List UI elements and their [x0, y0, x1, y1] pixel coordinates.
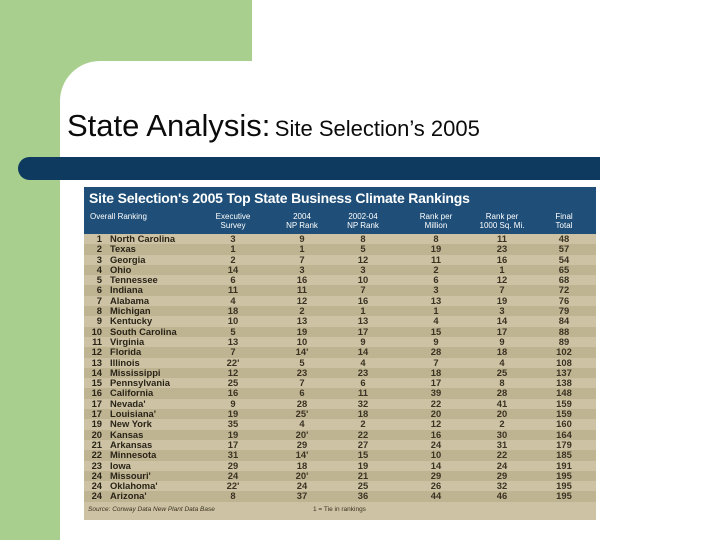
cell-2004-np-rank: 29: [296, 438, 308, 450]
cell-final-total: 159: [556, 408, 572, 420]
cell-rank-per-million: 39: [430, 387, 442, 399]
header-exec-text: Executive Survey: [215, 212, 251, 230]
cell-state: Alabama: [110, 294, 150, 306]
cell-rank: 14: [91, 366, 102, 378]
cell-rank: 19: [91, 418, 102, 430]
cell-2002-04-np-rank: 15: [357, 449, 369, 461]
cell-rank: 23: [91, 459, 102, 471]
table-row: [84, 388, 596, 398]
cell-state: California: [110, 387, 154, 399]
cell-rank-per-million: 8: [433, 233, 439, 244]
cell-rank-per-million: 20: [430, 408, 442, 420]
cell-state: Arkansas: [110, 438, 153, 450]
slide-title-sub: Site Selection’s 2005: [274, 116, 480, 141]
cell-final-total: 138: [556, 377, 572, 389]
cell-state: Louisiana': [110, 408, 156, 420]
cell-2002-04-np-rank: 12: [357, 253, 369, 265]
cell-state: Ohio: [110, 263, 132, 275]
table-row: [84, 399, 596, 409]
cell-executive-survey: 19: [227, 428, 239, 440]
cell-2004-np-rank: 24: [296, 480, 308, 492]
cell-rank-per-sqmi: 28: [496, 387, 508, 399]
table-row: [84, 450, 596, 460]
cell-2004-np-rank: 20': [295, 469, 309, 481]
cell-executive-survey: 16: [227, 387, 239, 399]
cell-rank-per-sqmi: 11: [497, 233, 507, 244]
table-body: [84, 234, 596, 502]
cell-executive-survey: 17: [227, 438, 239, 450]
cell-rank-per-sqmi: 19: [496, 294, 508, 306]
cell-final-total: 54: [558, 253, 570, 265]
cell-rank: 6: [96, 284, 102, 296]
table-row: [84, 347, 596, 357]
cell-rank: 1: [96, 233, 102, 244]
cell-final-total: 65: [558, 263, 570, 275]
header-overall-ranking: Overall Ranking: [90, 212, 147, 221]
header-np0204-text: 2002-04 NP Rank: [347, 212, 379, 230]
cell-rank-per-sqmi: 29: [496, 469, 508, 481]
cell-2004-np-rank: 14': [295, 449, 309, 461]
cell-rank: 12: [91, 346, 102, 358]
header-sq-text: Rank per 1000 Sq. Mi.: [479, 212, 525, 230]
cell-2004-np-rank: 11: [297, 284, 307, 296]
cell-rank-per-million: 12: [430, 418, 442, 430]
table-row: [84, 275, 596, 285]
cell-state: Mississippi: [110, 366, 161, 378]
cell-rank: 13: [91, 356, 102, 368]
table-row: [84, 430, 596, 440]
cell-executive-survey: 9: [230, 397, 236, 409]
cell-final-total: 160: [556, 418, 572, 430]
cell-2004-np-rank: 4: [299, 418, 305, 430]
cell-rank: 24: [91, 480, 102, 492]
cell-rank-per-million: 26: [430, 480, 442, 492]
cell-rank-per-sqmi: 25: [496, 366, 508, 378]
table-row: [84, 306, 596, 316]
cell-executive-survey: 4: [230, 294, 236, 306]
cell-executive-survey: 19: [227, 408, 239, 420]
cell-rank: 10: [91, 325, 102, 337]
cell-state: Iowa: [110, 459, 131, 471]
cell-rank-per-sqmi: 17: [496, 325, 508, 337]
cell-executive-survey: 2: [230, 253, 236, 265]
cell-2004-np-rank: 16: [296, 274, 308, 286]
cell-final-total: 88: [558, 325, 570, 337]
table-row: [84, 244, 596, 254]
header-final-total: [542, 212, 586, 230]
cell-state: Georgia: [110, 253, 146, 265]
cell-rank-per-million: 22: [430, 397, 442, 409]
cell-executive-survey: 7: [230, 346, 236, 358]
cell-final-total: 195: [556, 480, 572, 492]
cell-executive-survey: 14: [227, 263, 239, 275]
cell-executive-survey: 10: [227, 315, 239, 327]
cell-executive-survey: 1: [230, 243, 236, 255]
table-row: [84, 461, 596, 471]
cell-rank-per-sqmi: 41: [496, 397, 508, 409]
table-row: [84, 440, 596, 450]
cell-final-total: 195: [556, 490, 572, 502]
cell-final-total: 72: [558, 284, 570, 296]
title-divider-bar: [18, 157, 600, 180]
cell-2002-04-np-rank: 10: [357, 274, 369, 286]
cell-rank-per-sqmi: 30: [496, 428, 508, 440]
cell-rank-per-million: 10: [430, 449, 442, 461]
cell-final-total: 102: [556, 346, 572, 358]
header-rank-per-million: [410, 212, 462, 230]
cell-state: Virginia: [110, 335, 145, 347]
cell-final-total: 57: [558, 243, 570, 255]
cell-executive-survey: 3: [230, 233, 236, 244]
table-row: [84, 296, 596, 306]
cell-state: New York: [110, 418, 152, 430]
cell-final-total: 148: [556, 387, 572, 399]
cell-rank-per-sqmi: 9: [499, 335, 505, 347]
cell-rank-per-million: 15: [430, 325, 442, 337]
cell-executive-survey: 25: [227, 377, 239, 389]
cell-2002-04-np-rank: 21: [357, 469, 369, 481]
cell-2004-np-rank: 7: [299, 253, 305, 265]
table-row: [84, 419, 596, 429]
cell-2002-04-np-rank: 8: [360, 233, 366, 244]
cell-rank-per-million: 44: [430, 490, 442, 502]
cell-state: Oklahoma': [110, 480, 158, 492]
cell-state: Nevada': [110, 397, 146, 409]
cell-rank-per-million: 1: [433, 305, 439, 317]
cell-2002-04-np-rank: 27: [357, 438, 369, 450]
cell-2002-04-np-rank: 25: [357, 480, 369, 492]
cell-2002-04-np-rank: 11: [358, 387, 368, 399]
table-row: [84, 481, 596, 491]
cell-executive-survey: 8: [230, 490, 236, 502]
cell-2002-04-np-rank: 23: [357, 366, 369, 378]
cell-final-total: 79: [558, 305, 570, 317]
cell-rank: 15: [91, 377, 102, 389]
cell-final-total: 137: [556, 366, 572, 378]
cell-2004-np-rank: 13: [296, 315, 308, 327]
cell-executive-survey: 6: [230, 274, 236, 286]
cell-2004-np-rank: 7: [299, 377, 305, 389]
cell-final-total: 195: [556, 469, 572, 481]
cell-state: Illinois: [110, 356, 140, 368]
cell-executive-survey: 29: [227, 459, 239, 471]
table-row: [84, 327, 596, 337]
cell-rank-per-sqmi: 24: [496, 459, 508, 471]
cell-rank: 9: [96, 315, 102, 327]
cell-rank: 2: [96, 243, 102, 255]
cell-executive-survey: 11: [228, 284, 238, 296]
cell-2002-04-np-rank: 6: [360, 377, 366, 389]
cell-2002-04-np-rank: 22: [357, 428, 369, 440]
cell-2004-np-rank: 14': [295, 346, 309, 358]
cell-rank-per-million: 3: [433, 284, 439, 296]
cell-2002-04-np-rank: 1: [360, 305, 366, 317]
cell-2004-np-rank: 19: [296, 325, 308, 337]
cell-2004-np-rank: 6: [299, 387, 305, 399]
cell-final-total: 108: [556, 356, 572, 368]
cell-rank-per-million: 2: [433, 263, 439, 275]
cell-rank: 17: [91, 408, 102, 420]
cell-state: Tennessee: [110, 274, 158, 286]
cell-rank-per-million: 18: [430, 366, 442, 378]
table-header: [84, 187, 596, 234]
table-row: [84, 234, 596, 244]
cell-rank-per-sqmi: 14: [496, 315, 508, 327]
cell-2002-04-np-rank: 19: [357, 459, 369, 471]
cell-rank: 3: [96, 253, 102, 265]
cell-state: Pennsylvania: [110, 377, 170, 389]
cell-2002-04-np-rank: 18: [357, 408, 369, 420]
cell-2004-np-rank: 1: [299, 243, 305, 255]
table-title: Site Selection's 2005 Top State Business Climate Rankings: [89, 190, 470, 206]
cell-rank-per-million: 24: [430, 438, 442, 450]
cell-2004-np-rank: 28: [296, 397, 308, 409]
cell-executive-survey: 12: [227, 366, 239, 378]
cell-rank-per-million: 17: [430, 377, 442, 389]
cell-rank-per-sqmi: 8: [499, 377, 505, 389]
cell-state: Minnesota: [110, 449, 157, 461]
cell-rank-per-million: 7: [433, 356, 439, 368]
cell-2002-04-np-rank: 3: [360, 263, 366, 275]
cell-2002-04-np-rank: 14: [357, 346, 369, 358]
cell-rank-per-million: 11: [431, 253, 441, 265]
cell-final-total: 159: [556, 397, 572, 409]
cell-state: Indiana: [110, 284, 143, 296]
cell-state: Arizona': [110, 490, 147, 502]
cell-rank-per-sqmi: 4: [499, 356, 505, 368]
cell-rank-per-sqmi: 16: [496, 253, 508, 265]
cell-final-total: 191: [556, 459, 572, 471]
cell-rank-per-sqmi: 32: [496, 480, 508, 492]
cell-executive-survey: 24: [227, 469, 239, 481]
cell-rank-per-million: 28: [430, 346, 442, 358]
cell-rank-per-sqmi: 1: [499, 263, 505, 275]
cell-state: Missouri': [110, 469, 151, 481]
header-2004-np-rank: [276, 212, 328, 230]
cell-2004-np-rank: 10: [296, 335, 308, 347]
cell-2002-04-np-rank: 32: [357, 397, 369, 409]
cell-2004-np-rank: 9: [299, 233, 305, 244]
cell-2002-04-np-rank: 17: [357, 325, 369, 337]
cell-state: Florida: [110, 346, 142, 358]
cell-rank: 5: [96, 274, 102, 286]
table-row: [84, 471, 596, 481]
cell-rank: 7: [96, 294, 102, 306]
cell-state: Kansas: [110, 428, 144, 440]
cell-rank-per-million: 4: [433, 315, 439, 327]
cell-executive-survey: 22': [226, 480, 240, 492]
cell-final-total: 84: [558, 315, 570, 327]
cell-final-total: 185: [556, 449, 572, 461]
header-executive-survey: [206, 212, 260, 230]
table-tie-footnote: 1 = Tie in rankings: [313, 506, 366, 513]
cell-executive-survey: 31: [227, 449, 239, 461]
cell-2004-np-rank: 3: [299, 263, 305, 275]
cell-2004-np-rank: 12: [296, 294, 308, 306]
cell-executive-survey: 22': [226, 356, 240, 368]
table-row: [84, 358, 596, 368]
cell-rank-per-sqmi: 2: [499, 418, 505, 430]
cell-rank-per-million: 6: [433, 274, 439, 286]
cell-2004-np-rank: 2: [299, 305, 305, 317]
cell-executive-survey: 13: [227, 335, 239, 347]
cell-2004-np-rank: 18: [296, 459, 308, 471]
cell-final-total: 164: [556, 428, 572, 440]
cell-2004-np-rank: 23: [296, 366, 308, 378]
cell-state: Kentucky: [110, 315, 153, 327]
cell-2002-04-np-rank: 4: [360, 356, 366, 368]
cell-rank: 17: [91, 397, 102, 409]
cell-rank: 22: [91, 449, 102, 461]
cell-rank-per-sqmi: 18: [496, 346, 508, 358]
cell-executive-survey: 35: [227, 418, 239, 430]
table-row: [84, 265, 596, 275]
table-row: [84, 378, 596, 388]
cell-rank-per-million: 19: [430, 243, 442, 255]
table-row: [84, 409, 596, 419]
cell-2002-04-np-rank: 13: [357, 315, 369, 327]
cell-2002-04-np-rank: 7: [360, 284, 366, 296]
slide-title: [67, 108, 480, 144]
cell-state: Texas: [110, 243, 136, 255]
cell-rank-per-sqmi: 7: [499, 284, 505, 296]
header-mil-text: Rank per Million: [419, 212, 453, 230]
cell-2004-np-rank: 37: [296, 490, 308, 502]
cell-2002-04-np-rank: 16: [357, 294, 369, 306]
rankings-table: [84, 187, 596, 520]
cell-final-total: 76: [558, 294, 570, 306]
cell-rank-per-million: 9: [433, 335, 439, 347]
cell-rank: 21: [91, 438, 102, 450]
table-row: [84, 255, 596, 265]
header-np2004-text: 2004 NP Rank: [286, 212, 318, 230]
table-source-note: Source: Conway Data New Plant Data Base: [88, 506, 215, 513]
cell-rank-per-sqmi: 3: [499, 305, 505, 317]
cell-final-total: 68: [558, 274, 570, 286]
cell-2002-04-np-rank: 2: [360, 418, 366, 430]
cell-rank: 4: [96, 263, 102, 275]
cell-rank-per-sqmi: 12: [496, 274, 508, 286]
table-row: [84, 491, 596, 501]
cell-2002-04-np-rank: 9: [360, 335, 366, 347]
cell-executive-survey: 18: [227, 305, 239, 317]
cell-2002-04-np-rank: 36: [357, 490, 369, 502]
cell-rank-per-million: 14: [430, 459, 442, 471]
cell-2004-np-rank: 5: [299, 356, 305, 368]
cell-rank-per-sqmi: 20: [496, 408, 508, 420]
cell-state: North Carolina: [110, 233, 176, 244]
cell-rank: 24: [91, 490, 102, 502]
cell-2004-np-rank: 20': [295, 428, 309, 440]
slide-title-main: State Analysis:: [67, 108, 271, 143]
cell-state: South Carolina: [110, 325, 177, 337]
table-row: [84, 285, 596, 295]
cell-final-total: 89: [558, 335, 570, 347]
cell-rank: 11: [92, 335, 102, 347]
cell-rank-per-sqmi: 46: [496, 490, 508, 502]
header-total-text: Final Total: [555, 212, 573, 230]
cell-2004-np-rank: 25': [295, 408, 309, 420]
cell-rank-per-sqmi: 31: [496, 438, 508, 450]
cell-final-total: 179: [556, 438, 572, 450]
header-2002-04-np-rank: [337, 212, 389, 230]
cell-2002-04-np-rank: 5: [360, 243, 366, 255]
cell-rank: 16: [91, 387, 102, 399]
cell-state: Michigan: [110, 305, 151, 317]
cell-rank: 20: [91, 428, 102, 440]
cell-executive-survey: 5: [230, 325, 236, 337]
cell-rank-per-million: 16: [430, 428, 442, 440]
cell-rank-per-sqmi: 23: [496, 243, 508, 255]
cell-rank: 24: [91, 469, 102, 481]
cell-rank-per-million: 29: [430, 469, 442, 481]
cell-final-total: 48: [558, 233, 570, 244]
cell-rank-per-sqmi: 22: [496, 449, 508, 461]
table-row: [84, 337, 596, 347]
cell-rank: 8: [96, 305, 102, 317]
header-rank-per-sqmi: [472, 212, 532, 230]
cell-rank-per-million: 13: [430, 294, 442, 306]
